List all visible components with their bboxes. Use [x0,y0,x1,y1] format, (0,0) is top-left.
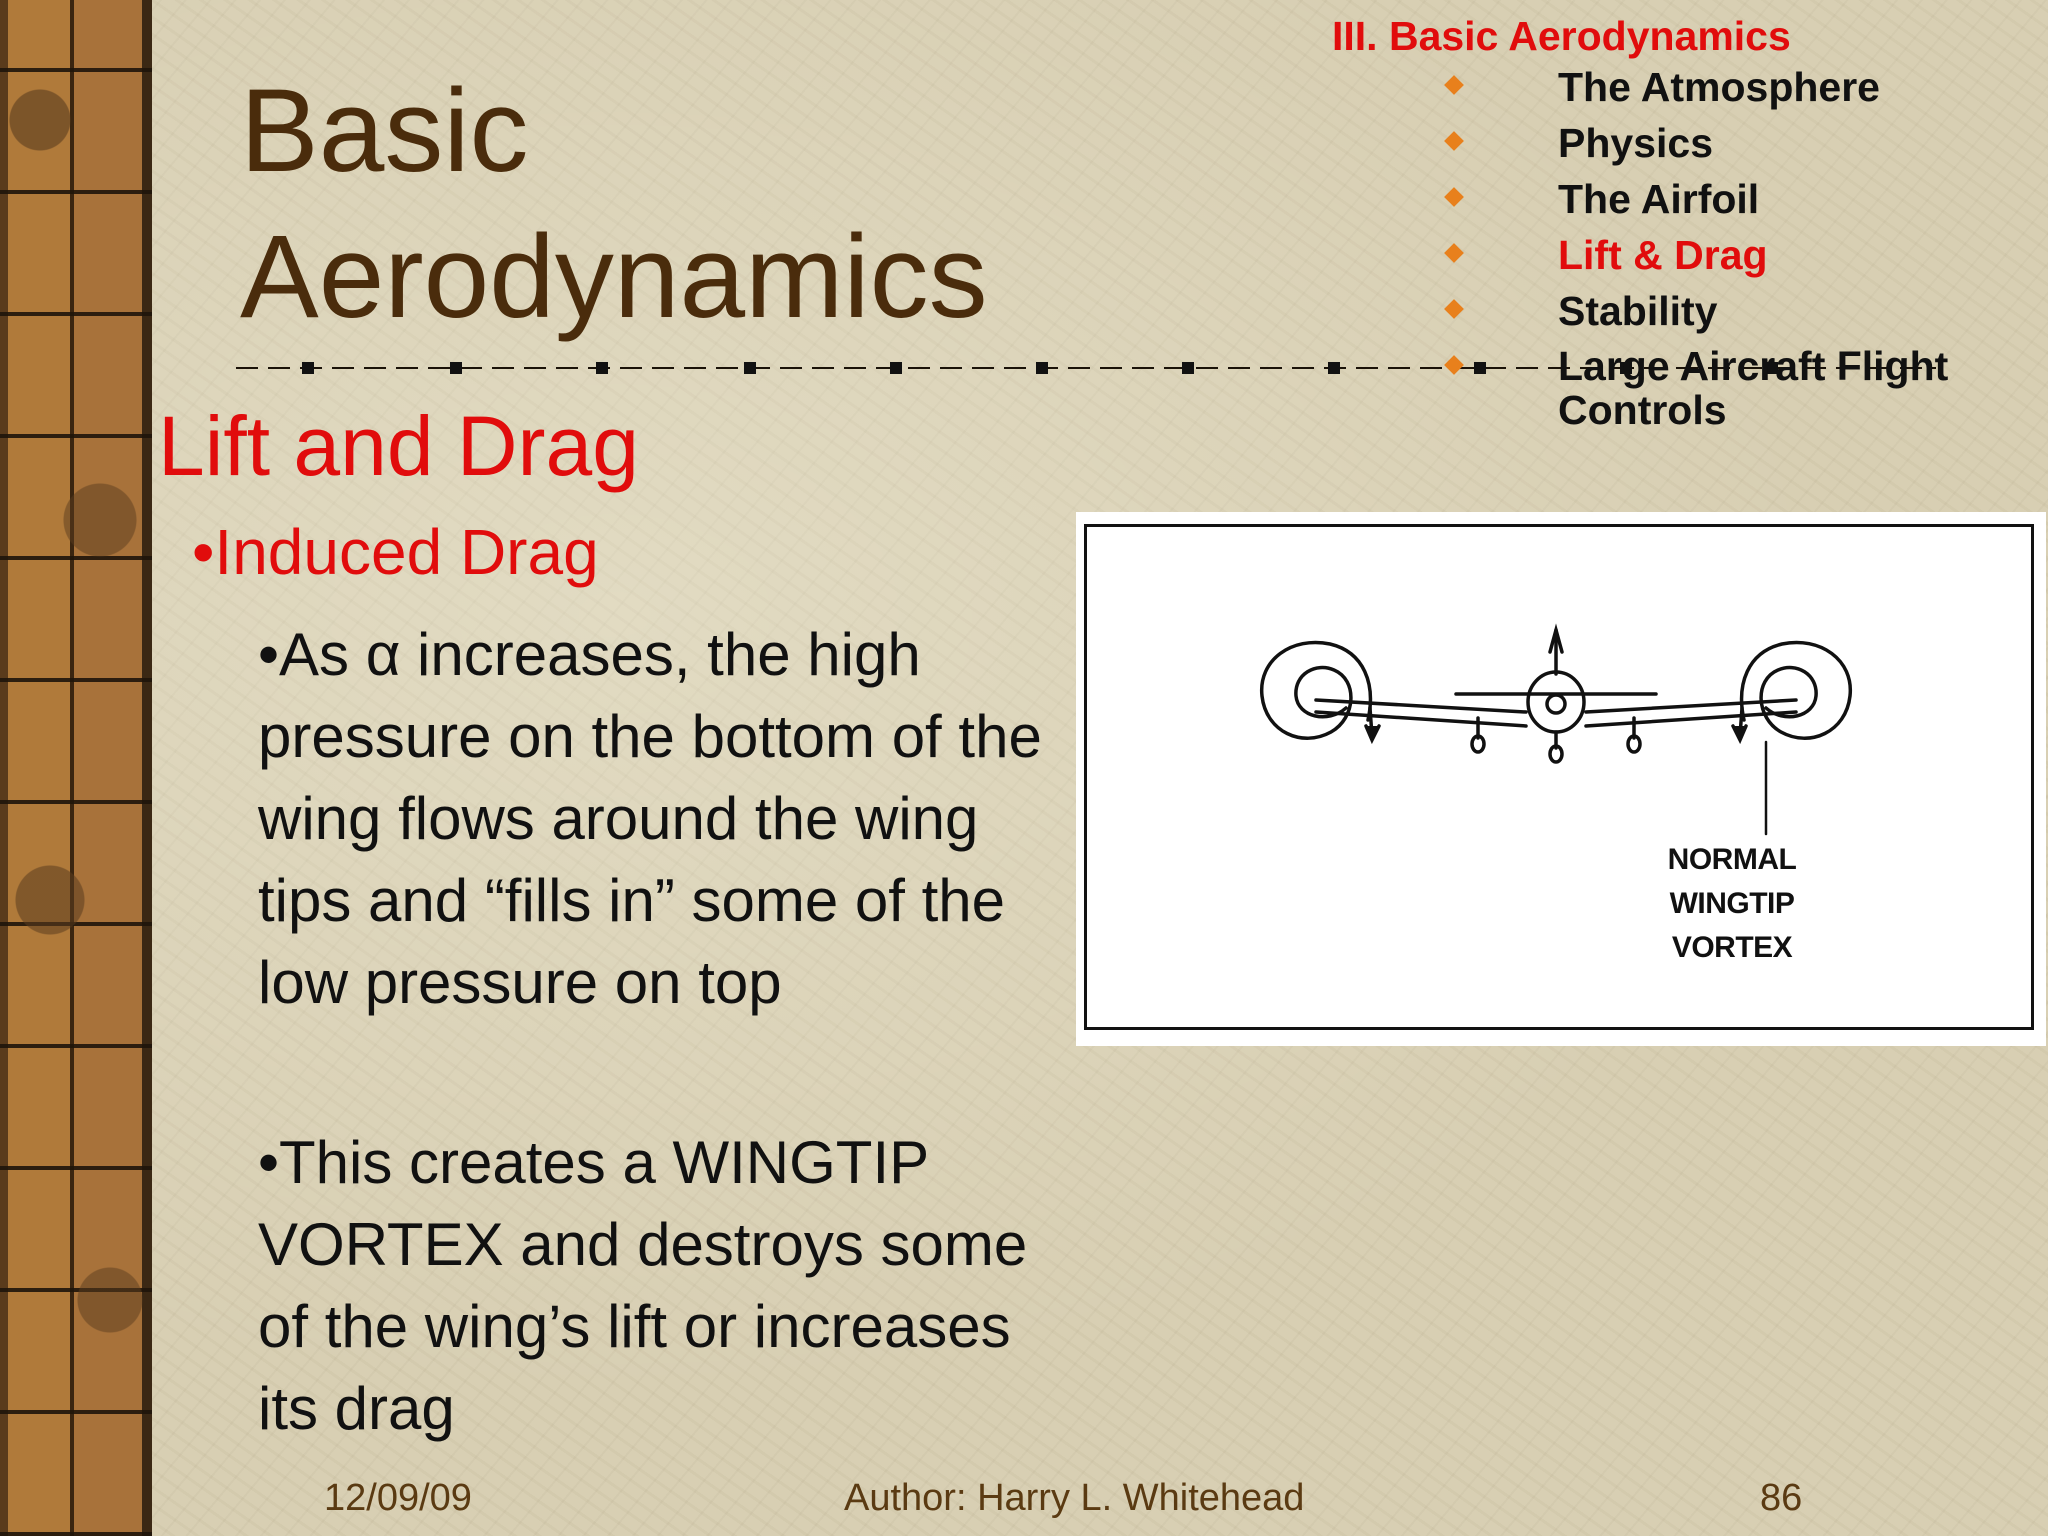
outline-list [1332,64,2032,432]
decorative-border [0,0,152,1536]
outline-item-label: The Airfoil [1558,176,1760,222]
title-line-1: Basic [240,65,529,197]
body-bullet-2: •This creates a WINGTIP VORTEX and destroys some of the wing’s lift or increases its drag [258,1129,1028,1442]
outline-item-lift-drag [1332,232,2032,278]
slide-title [240,58,1120,350]
diamond-bullet-icon [1444,75,1464,95]
vortex-label-line-3: VORTEX [1671,931,1793,964]
section-title: Lift and Drag [158,399,639,493]
footer-date: 12/09/09 [324,1477,472,1519]
diamond-bullet-icon [1444,355,1464,375]
outline-item-label: Physics [1558,120,1713,166]
footer-author: Author: Harry L. Whitehead [844,1477,1305,1519]
outline-item-stability [1332,288,2032,334]
diamond-bullet-icon [1444,243,1464,263]
outline-heading: III. Basic Aerodynamics [1332,13,1791,59]
vortex-label-line-2: WINGTIP [1669,887,1795,920]
title-line-2: Aerodynamics [240,211,988,343]
outline-item-label: Large Aircraft Flight Controls [1558,343,1949,433]
page-number: 86 [1760,1477,1803,1519]
outline-item-label: Lift & Drag [1558,232,1768,278]
diamond-bullet-icon [1444,299,1464,319]
outline-item-large-aircraft [1332,344,2032,432]
outline-item-label: The Atmosphere [1558,64,1880,110]
section-outline [1332,12,2032,442]
outline-item-physics [1332,120,2032,166]
outline-item-atmosphere [1332,64,2032,110]
airplane-vortex-illustration [1076,512,2046,1046]
diamond-bullet-icon [1444,187,1464,207]
diamond-bullet-icon [1444,131,1464,151]
vortex-label [1612,838,1852,970]
outline-item-airfoil [1332,176,2032,222]
outline-item-label: Stability [1558,288,1718,334]
vortex-label-line-1: NORMAL [1667,843,1797,876]
body-bullet-1: •As α increases, the high pressure on the bottom of the wing flows around the wing tips and “fills in” some of the low pressure on top [258,621,1042,1016]
wingtip-vortex-figure [1076,512,2046,1046]
sub-bullet-induced-drag: •Induced Drag [192,516,599,588]
